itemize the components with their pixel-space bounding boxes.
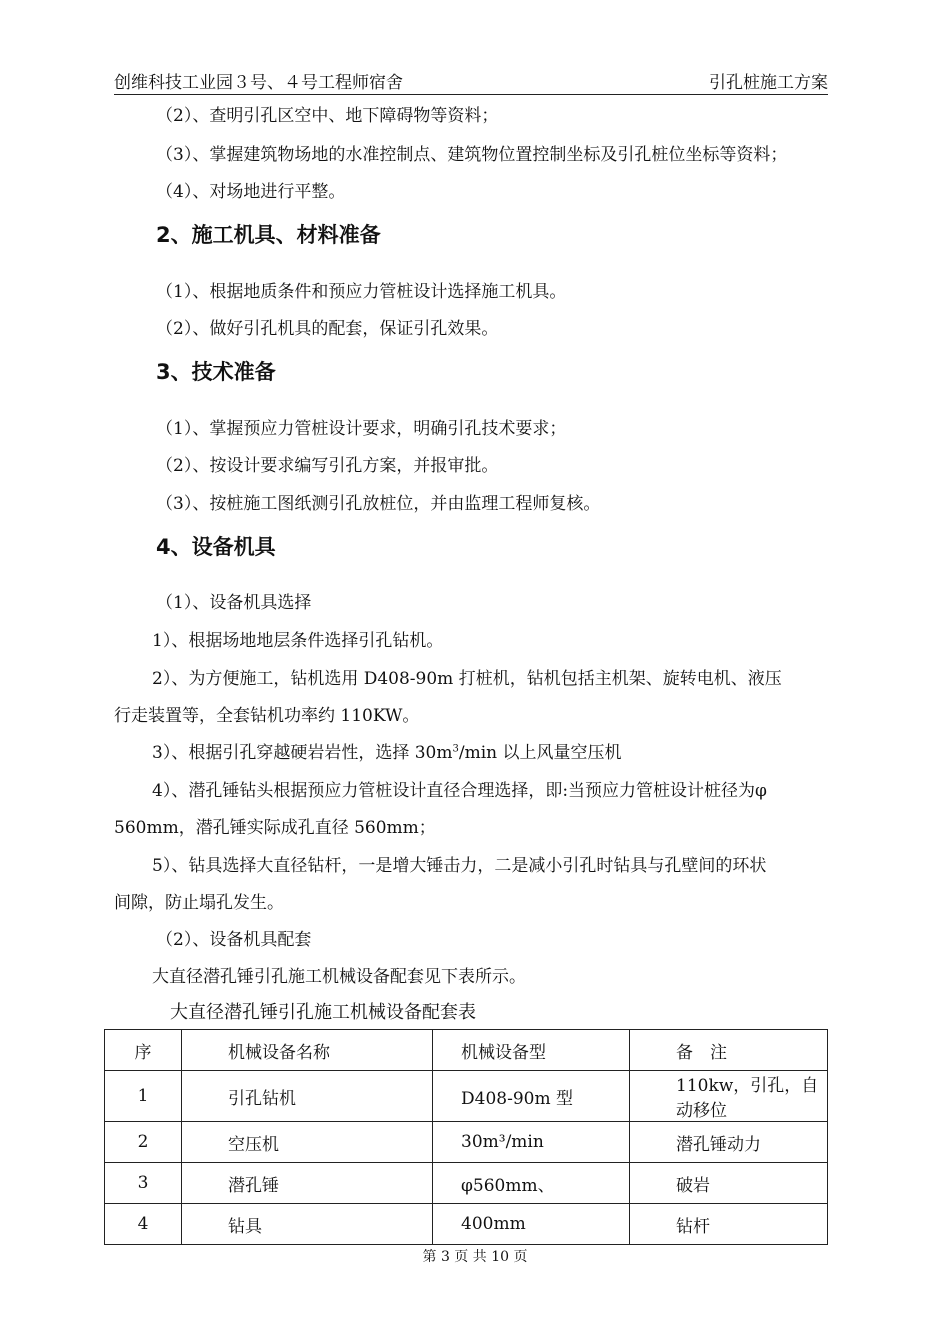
section-4-para-1: 1）、根据场地地层条件选择引孔钻机。 xyxy=(152,631,444,651)
header-cell-name: 机械设备名称 xyxy=(182,1030,433,1071)
page-header xyxy=(114,66,828,95)
cell-remark: 破岩 xyxy=(630,1163,828,1204)
cell-model: D408-90m 型 xyxy=(433,1071,630,1122)
cell-remark: 潜孔锤动力 xyxy=(630,1122,828,1163)
section-4-para-4b: 560mm，潜孔锤实际成孔直径 560mm； xyxy=(114,818,436,838)
cell-model: 400mm xyxy=(433,1204,630,1245)
cell-model: φ560mm、 xyxy=(433,1163,630,1204)
cell-no: 3 xyxy=(105,1163,182,1204)
table-header-row xyxy=(105,1030,828,1071)
cell-remark: 110kw，引孔，自动移位 xyxy=(630,1071,828,1122)
cell-no: 2 xyxy=(105,1122,182,1163)
header-cell-model: 机械设备型 xyxy=(433,1030,630,1071)
cell-model: 30m³/min xyxy=(433,1122,630,1163)
table-row xyxy=(105,1163,828,1204)
table-row xyxy=(105,1122,828,1163)
cell-name: 空压机 xyxy=(182,1122,433,1163)
section-4-para-5b: 间隙，防止塌孔发生。 xyxy=(114,893,284,913)
header-cell-remark: 备 注 xyxy=(630,1030,828,1071)
equipment-table xyxy=(104,1029,828,1245)
section-2-heading: 2、施工机具、材料准备 xyxy=(156,223,381,247)
section-4-para-4a: 4）、潜孔锤钻头根据预应力管桩设计直径合理选择，即:当预应力管桩设计桩径为φ xyxy=(152,781,767,801)
section-3-item-2: （2）、按设计要求编写引孔方案，并报审批。 xyxy=(156,456,499,476)
cell-no: 1 xyxy=(105,1071,182,1122)
cell-name: 潜孔锤 xyxy=(182,1163,433,1204)
intro-item-4: （4）、对场地进行平整。 xyxy=(156,182,346,202)
intro-item-3: （3）、掌握建筑物场地的水准控制点、建筑物位置控制坐标及引孔桩位坐标等资料； xyxy=(156,145,788,165)
section-2-item-1: （1）、根据地质条件和预应力管桩设计选择施工机具。 xyxy=(156,282,567,302)
table-row xyxy=(105,1071,828,1122)
intro-item-2: （2）、查明引孔区空中、地下障碍物等资料； xyxy=(156,106,499,126)
section-4-para-2a: 2）、为方便施工，钻机选用 D408-90m 打桩机，钻机包括主机架、旋转电机、液压 xyxy=(152,669,782,689)
cell-name: 引孔钻机 xyxy=(182,1071,433,1122)
table-row xyxy=(105,1204,828,1245)
para-3-text: 3）、根据引孔穿越硬岩岩性，选择 30m xyxy=(152,743,453,763)
section-3-item-3: （3）、按桩施工图纸测引孔放桩位，并由监理工程师复核。 xyxy=(156,494,601,514)
section-4-para-2b: 行走装置等，全套钻机功率约 110KW。 xyxy=(114,706,420,726)
table-caption: 大直径潜孔锤引孔施工机械设备配套表 xyxy=(170,1002,476,1023)
section-4-sub-2: （2）、设备机具配套 xyxy=(156,930,312,950)
cell-no: 4 xyxy=(105,1204,182,1245)
section-3-heading: 3、技术准备 xyxy=(156,360,276,384)
section-4-sub-1: （1）、设备机具选择 xyxy=(156,593,312,613)
section-4-para-3 xyxy=(152,738,622,763)
header-project-name: 创维科技工业园３号、４号工程师宿舍 xyxy=(114,73,403,93)
cell-remark: 钻杆 xyxy=(630,1204,828,1245)
para-3-superscript: 3 xyxy=(452,743,459,755)
cell-name: 钻具 xyxy=(182,1204,433,1245)
section-3-item-1: （1）、掌握预应力管桩设计要求，明确引孔技术要求； xyxy=(156,419,567,439)
header-cell-no: 序 xyxy=(105,1030,182,1071)
header-doc-title: 引孔桩施工方案 xyxy=(709,73,828,93)
section-4-para-6: 大直径潜孔锤引孔施工机械设备配套见下表所示。 xyxy=(152,967,526,987)
page-footer: 第 3 页 共 10 页 xyxy=(422,1249,528,1265)
section-4-heading: 4、设备机具 xyxy=(156,535,276,559)
para-3-text-end: /min 以上风量空压机 xyxy=(458,743,622,763)
section-2-item-2: （2）、做好引孔机具的配套，保证引孔效果。 xyxy=(156,319,499,339)
section-4-para-5a: 5）、钻具选择大直径钻杆，一是增大锤击力，二是减小引孔时钻具与孔壁间的环状 xyxy=(152,856,767,876)
